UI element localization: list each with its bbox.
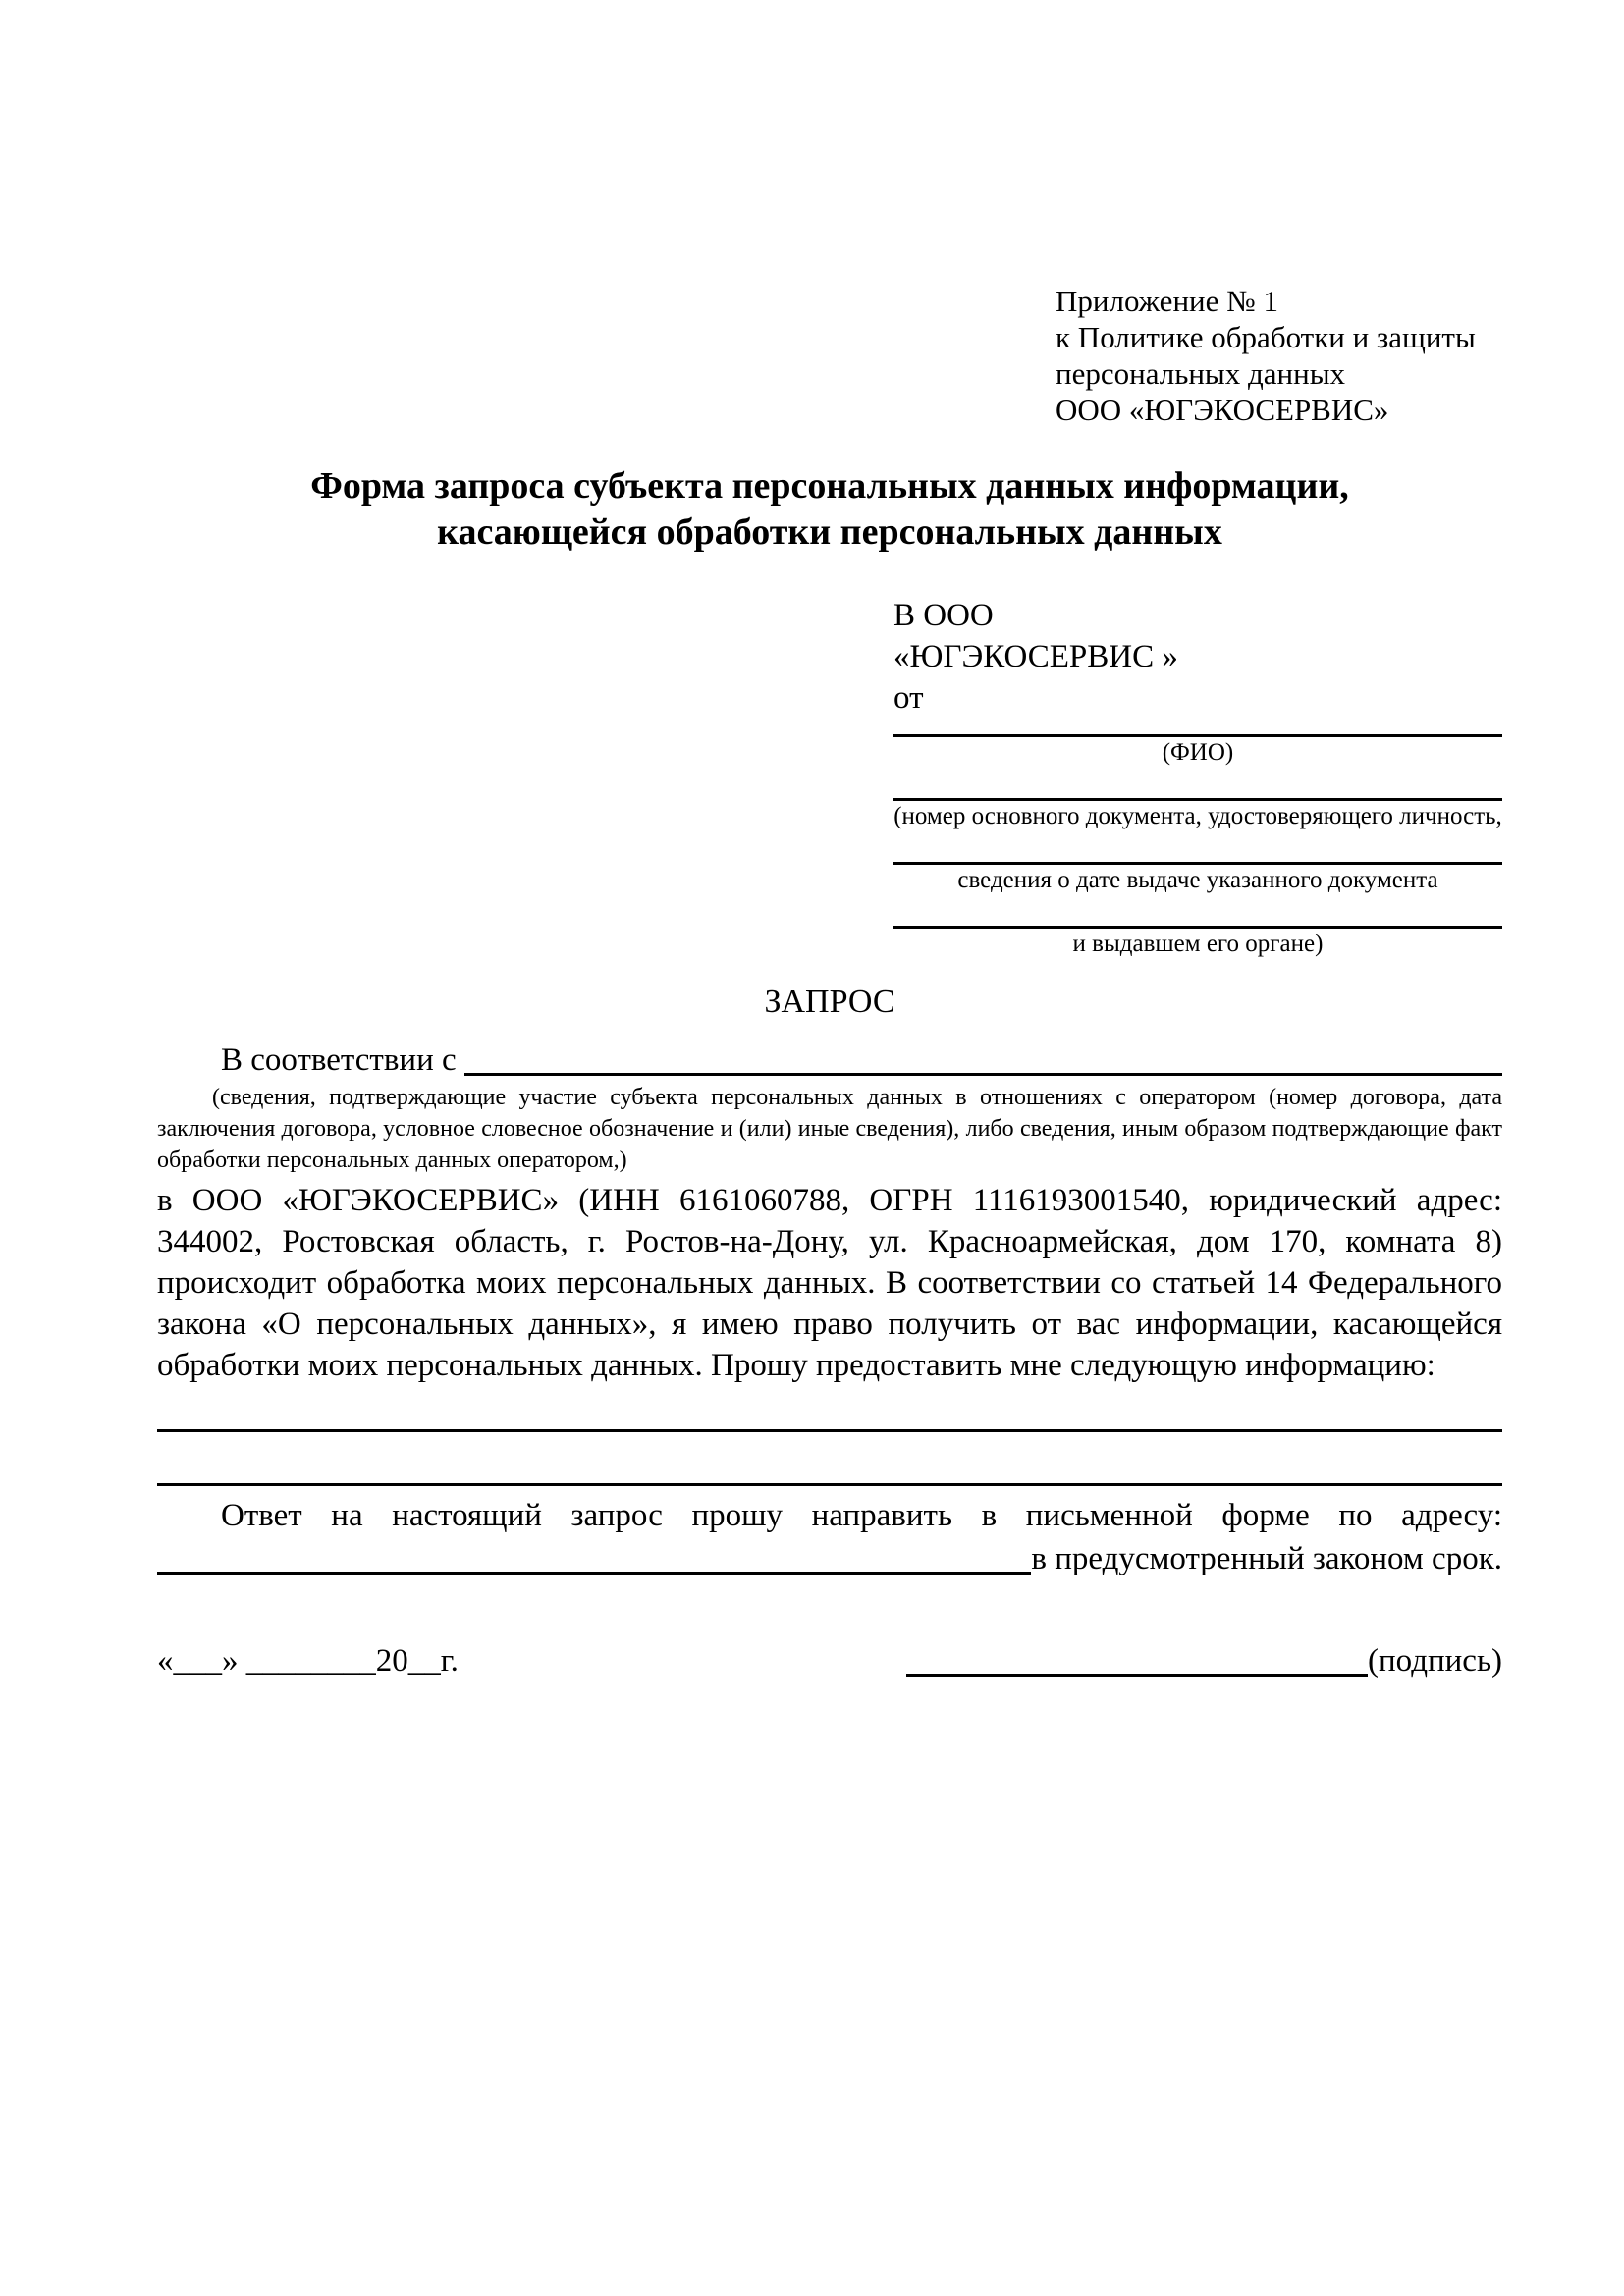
accordance-blank-line (464, 1073, 1502, 1076)
issuing-authority-field (893, 896, 1502, 960)
fio-caption: (ФИО) (1162, 739, 1234, 766)
signature-blank-line (906, 1674, 1368, 1677)
signature-caption: (подпись) (1368, 1643, 1502, 1679)
appendix-header-line-3: персональных данных (1056, 356, 1346, 391)
date-template: «___» ________20__г. (157, 1643, 459, 1679)
address-blank-line (157, 1572, 1031, 1575)
document-title-line-1: Форма запроса субъекта персональных данных информации, (310, 465, 1349, 507)
appendix-header-line-2: к Политике обработки и защиты (1056, 320, 1476, 354)
information-blank-line-2 (157, 1483, 1502, 1486)
issue-date-caption: сведения о дате выдаче указанного документа (957, 867, 1438, 893)
issue-date-field (893, 832, 1502, 896)
footnote-text: (сведения, подтверждающие участие субъекта персональных данных в отношениях с оператором (номер договора, дата заключения договора, условное словесное обозначение и (или) иные сведения), либо сведения, иным образом подтверждающие факт обработки персональных данных оператором,) (157, 1085, 1502, 1173)
appendix-header-line-1: Приложение № 1 (1056, 284, 1278, 318)
issuing-authority-blank-line (893, 896, 1502, 929)
information-blank-line-1 (157, 1429, 1502, 1432)
addressee-company-line: «ЮГЭКОСЕРВИС » (893, 639, 1178, 674)
addressee-block (893, 595, 1502, 960)
request-heading: ЗАПРОС (764, 984, 895, 1020)
issuing-authority-caption: и выдавшем его органе) (1072, 931, 1324, 957)
signature-row (157, 1639, 1502, 1682)
signature-area (906, 1639, 1502, 1682)
reply-suffix: в предусмотренный законом срок. (1031, 1541, 1502, 1576)
fio-blank-line (893, 719, 1502, 737)
reply-sentence: Ответ на настоящий запрос прошу направить в письменной форме по адресу: (221, 1498, 1502, 1533)
document-title (157, 463, 1502, 556)
document-title-line-2: касающейся обработки персональных данных (437, 511, 1222, 553)
addressee-from-label: от (893, 680, 924, 716)
accordance-label: В соответствии с (221, 1042, 464, 1078)
document-number-caption: (номер основного документа, удостоверяющего личность, (893, 803, 1502, 829)
accordance-line (157, 1039, 1502, 1082)
fio-field (893, 719, 1502, 769)
reply-address-line (157, 1537, 1502, 1580)
appendix-header (1056, 283, 1502, 428)
addressee-to-line: В ООО (893, 598, 994, 633)
appendix-header-line-4: ООО «ЮГЭКОСЕРВИС» (1056, 393, 1389, 427)
document-number-blank-line (893, 769, 1502, 801)
document-number-field (893, 769, 1502, 832)
body-paragraph: в ООО «ЮГЭКОСЕРВИС» (ИНН 6161060788, ОГРН 1116193001540, юридический адрес: 344002, Ростовская область, г. Ростов-на-Дону, ул. Красноармейская, дом 170, комната 8) происходит обработка моих персональных данных. В соответствии со статьей 14 Федерального закона «О персональных данных», я имею право получить от вас информации, касающейся обработки моих персональных данных. Прошу предоставить мне следующую информацию: (157, 1183, 1502, 1383)
issue-date-blank-line (893, 832, 1502, 865)
